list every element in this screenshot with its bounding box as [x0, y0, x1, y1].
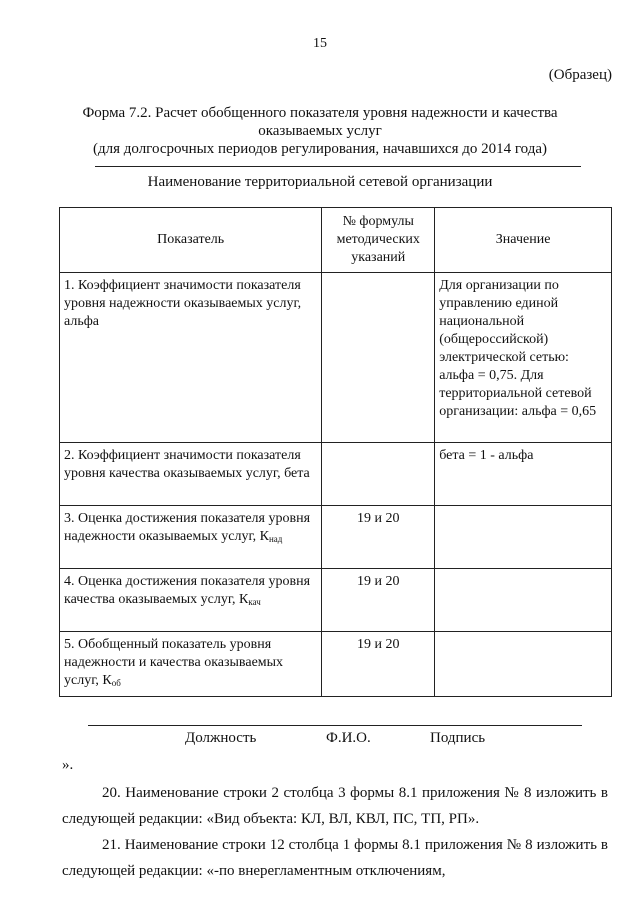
- row-formula: 19 и 20: [322, 569, 435, 632]
- page-number: 15: [313, 36, 327, 51]
- paragraph-21: 21. Наименование строки 12 столбца 1 формы 8.1 приложения № 8 изложить в следующей редакции: «-по внерегламентным отключениям,: [62, 837, 608, 879]
- table-row: [60, 506, 612, 569]
- row-indicator: [60, 569, 322, 632]
- row-indicator: 2. Коэффициент значимости показателя уровня качества оказываемых услуг, бета: [60, 443, 322, 506]
- row-value: Для организации по управлению единой национальной (общероссийской) электрической сетью: альфа = 0,75. Для территориальной сетевой организации: альфа = 0,65: [435, 273, 612, 443]
- row-indicator: 1. Коэффициент значимости показателя уровня надежности оказываемых услуг, альфа: [60, 273, 322, 443]
- row-indicator-subscript: над: [268, 534, 283, 544]
- row-value: [435, 506, 612, 569]
- row-indicator-subscript: об: [111, 678, 121, 688]
- row-formula: 19 и 20: [322, 632, 435, 697]
- row-indicator-text: 5. Обобщенный показатель уровня надежности и качества оказываемых услуг, К: [64, 637, 284, 688]
- row-value: [435, 569, 612, 632]
- signature-name: Ф.И.О.: [326, 730, 371, 746]
- table-header-row: [60, 208, 612, 273]
- closing-quote: ».: [62, 757, 74, 773]
- row-formula: [322, 443, 435, 506]
- header-indicator: Показатель: [60, 208, 322, 273]
- row-indicator-text: 4. Оценка достижения показателя уровня качества оказываемых услуг, К: [64, 574, 311, 607]
- row-indicator-text: 3. Оценка достижения показателя уровня надежности оказываемых услуг, К: [64, 511, 311, 544]
- row-value: бета = 1 - альфа: [435, 443, 612, 506]
- paragraph-20: 20. Наименование строки 2 столбца 3 формы 8.1 приложения № 8 изложить в следующей редакции: «Вид объекта: КЛ, ВЛ, КВЛ, ПС, ТП, РП».: [62, 785, 608, 827]
- signature-rule: [88, 725, 582, 726]
- header-value: Значение: [435, 208, 612, 273]
- row-value: [435, 632, 612, 697]
- row-indicator: [60, 506, 322, 569]
- row-indicator: [60, 632, 322, 697]
- sample-label: (Образец): [548, 67, 612, 83]
- table-row: [60, 632, 612, 697]
- row-formula: [322, 273, 435, 443]
- table-row: [60, 569, 612, 632]
- header-formula: № формулы методических указаний: [322, 208, 435, 273]
- table-row: [60, 273, 612, 443]
- org-name-rule: [95, 166, 581, 167]
- row-formula: 19 и 20: [322, 506, 435, 569]
- row-indicator-subscript: кач: [248, 597, 261, 607]
- form-title-line1: Форма 7.2. Расчет обобщенного показателя уровня надежности и качества: [82, 105, 558, 121]
- signature-sign: Подпись: [430, 730, 486, 746]
- calculation-table: [59, 207, 612, 697]
- signature-position: Должность: [185, 730, 257, 746]
- table-row: [60, 443, 612, 506]
- form-title-line2: оказываемых услуг: [258, 123, 382, 139]
- form-title-line3: (для долгосрочных периодов регулирования, начавшихся до 2014 года): [93, 141, 547, 157]
- org-name-label: Наименование территориальной сетевой организации: [147, 174, 493, 190]
